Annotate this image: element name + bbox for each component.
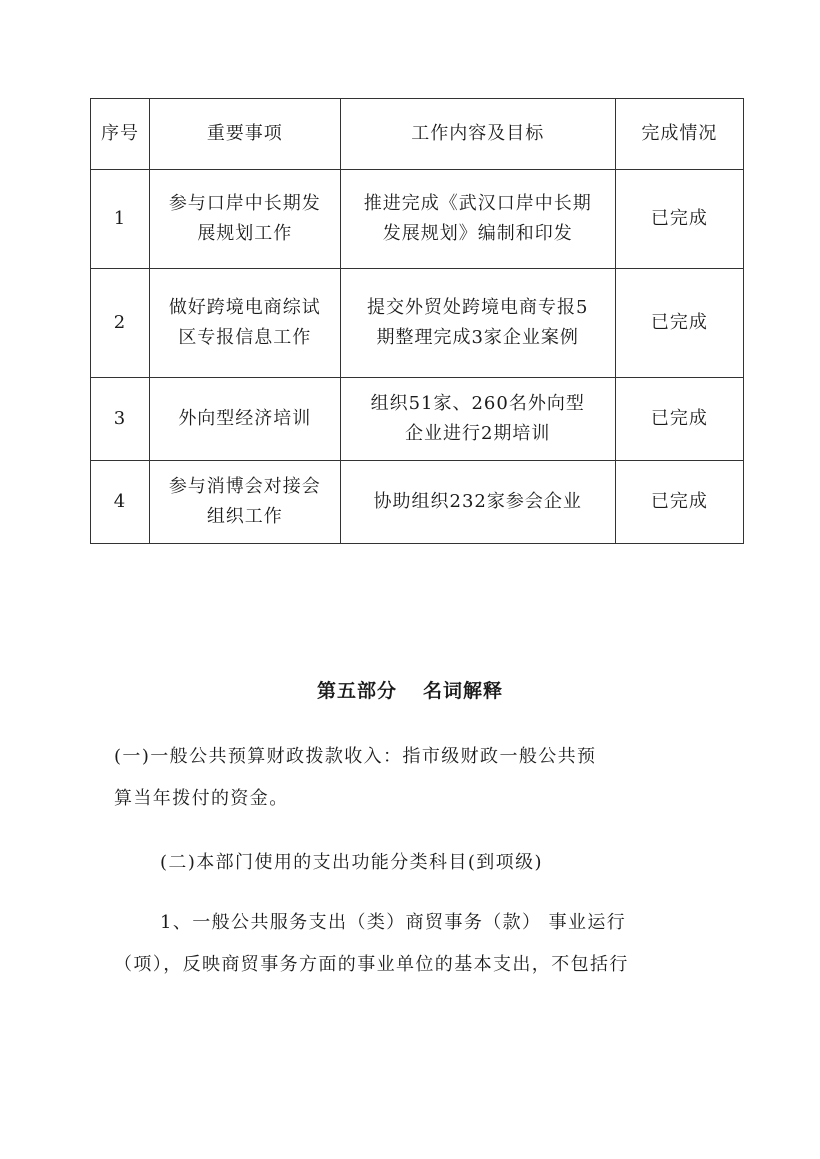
- cell-item: [150, 170, 341, 269]
- cell-status: 已完成: [615, 269, 743, 378]
- paragraph-definition-1: (一)一般公共预算财政拨款收入：指市级财政一般公共预: [114, 746, 597, 767]
- table-header-row: [91, 99, 744, 170]
- cell-no: 4: [91, 461, 150, 544]
- cell-status: 已完成: [615, 170, 743, 269]
- cell-content-line: 期整理完成3家企业案例: [376, 327, 579, 348]
- cell-item-line: 展规划工作: [197, 223, 293, 244]
- cell-item-line: 参与消博会对接会: [168, 476, 321, 497]
- cell-content-line: 协助组织232家参会企业: [373, 491, 582, 512]
- cell-item-line: 参与口岸中长期发: [168, 193, 321, 214]
- table-row: [91, 378, 744, 461]
- cell-content-line: 推进完成《武汉口岸中长期: [363, 193, 592, 214]
- table-row: [91, 170, 744, 269]
- cell-no: 3: [91, 378, 150, 461]
- cell-content: [340, 170, 615, 269]
- key-tasks-table: [90, 98, 744, 544]
- cell-item-line: 做好跨境电商综试: [168, 297, 321, 318]
- table-row: [91, 269, 744, 378]
- cell-content-line: 发展规划》编制和印发: [382, 223, 573, 244]
- section-heading: [0, 676, 820, 703]
- cell-item: [150, 269, 341, 378]
- header-item: 重要事项: [150, 99, 341, 170]
- header-status: 完成情况: [615, 99, 743, 170]
- paragraph-definition-1-continued: 算当年拨付的资金。: [114, 788, 289, 809]
- paragraph-item-1: 1、一般公共服务支出（类）商贸事务（款） 事业运行: [160, 912, 627, 933]
- paragraph-definition-2: (二)本部门使用的支出功能分类科目(到项级): [160, 852, 543, 873]
- cell-content: [340, 269, 615, 378]
- header-content: 工作内容及目标: [340, 99, 615, 170]
- cell-item: [150, 378, 341, 461]
- cell-content-line: 提交外贸处跨境电商专报5: [366, 297, 589, 318]
- cell-status: 已完成: [615, 378, 743, 461]
- cell-no: 1: [91, 170, 150, 269]
- paragraph-item-1-continued: （项），反映商贸事务方面的事业单位的基本支出，不包括行: [114, 954, 629, 975]
- cell-content-line: 组织51家、260名外向型: [370, 393, 585, 414]
- cell-item-line: 区专报信息工作: [178, 327, 312, 348]
- cell-content: [340, 378, 615, 461]
- header-no: 序号: [91, 99, 150, 170]
- section-title-label: 名词解释: [423, 680, 504, 702]
- cell-item-line: 组织工作: [206, 506, 283, 527]
- section-part-label: 第五部分: [316, 680, 397, 702]
- cell-content-line: 企业进行2期培训: [404, 423, 551, 444]
- cell-no: 2: [91, 269, 150, 378]
- cell-content: [340, 461, 615, 544]
- cell-item: [150, 461, 341, 544]
- table-row: [91, 461, 744, 544]
- cell-item-line: 外向型经济培训: [178, 408, 312, 429]
- cell-status: 已完成: [615, 461, 743, 544]
